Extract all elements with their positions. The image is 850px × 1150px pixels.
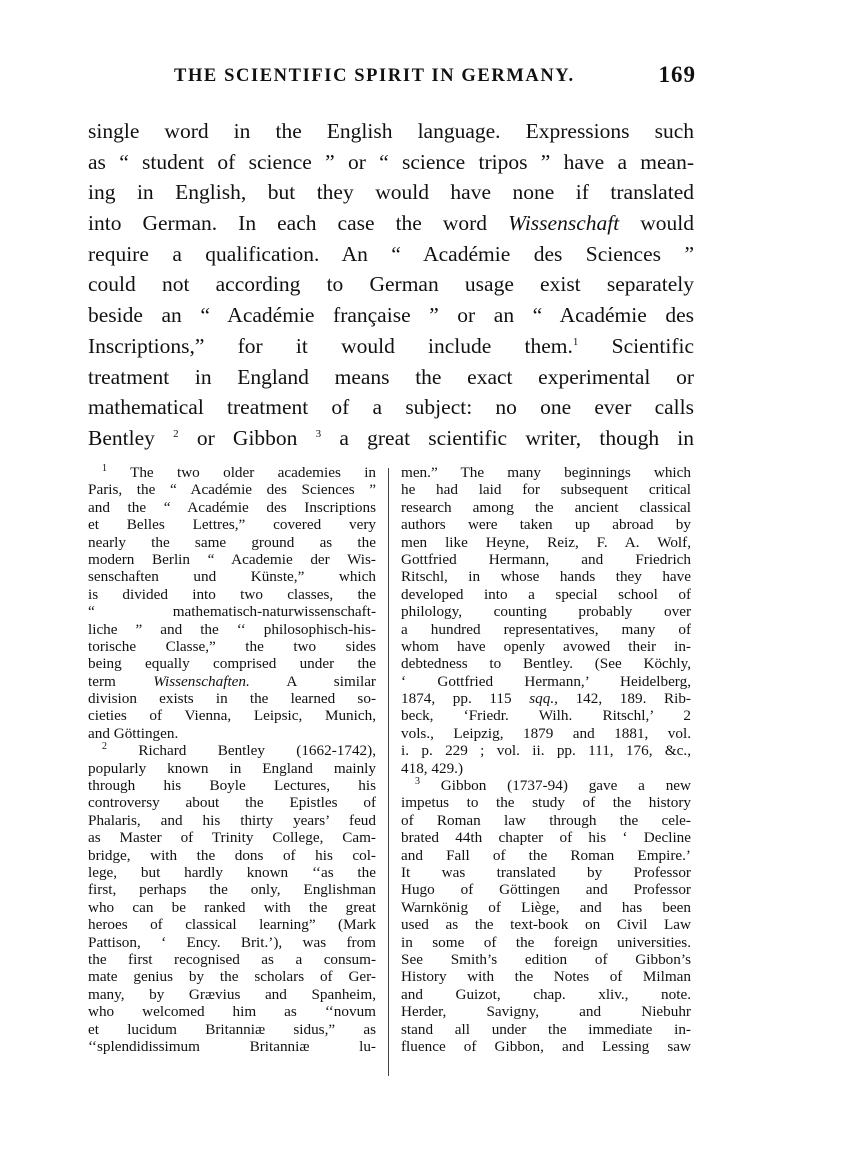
running-title: THE SCIENTIFIC SPIRIT IN GERMANY.	[174, 66, 575, 86]
footnote-line: division exists in the learned so-	[88, 690, 376, 708]
footnote-line: torische Classe,” the two sides	[88, 637, 376, 655]
body-line	[88, 331, 694, 362]
footnote-line: History with the Notes of Milman	[401, 968, 691, 986]
body-line-text: or Gibbon	[196, 425, 298, 450]
footnote-line	[88, 742, 376, 759]
footnote-line: being equally comprised under the	[88, 655, 376, 673]
footnote-line: a hundred representatives, many of	[401, 620, 691, 638]
page-number: 169	[658, 62, 696, 87]
footnote-line: is divided into two classes, the	[88, 585, 376, 603]
footnote-line: mate genius by the scholars of Ger-	[88, 968, 376, 986]
footnote-line: ‘ Gottfried Hermann,’ Heidelberg,	[401, 672, 691, 690]
body-line-text: Inscriptions,” for it would include them.	[88, 333, 573, 358]
footnote-line: bridge, with the dons of his col-	[88, 846, 376, 864]
footnote-line: through his Boyle Lectures, his	[88, 777, 376, 795]
body-line	[88, 423, 694, 454]
footnote-marker-3: 3	[415, 777, 420, 787]
footnote-line: ‘‘splendidissimum Britanniæ lu-	[88, 1037, 376, 1055]
body-line-text: Bentley	[88, 425, 155, 450]
body-line: could not according to German usage exist separately	[88, 272, 694, 297]
footnote-line: controversy about the Epistles of	[88, 794, 376, 812]
footnote-line: Ritschl, in whose hands they have	[401, 568, 691, 586]
footnote-line: i. p. 229 ; vol. ii. pp. 111, 176, &c.,	[401, 742, 691, 760]
footnote-line: and Göttingen.	[88, 724, 179, 742]
footnote-line: fluence of Gibbon, and Lessing saw	[401, 1037, 691, 1055]
footnote-line: Gottfried Hermann, and Friedrich	[401, 550, 691, 568]
body-text	[88, 116, 694, 454]
footnote-text: Richard Bentley (1662-1742),	[138, 742, 376, 760]
italic-term: Wissenschaft	[508, 211, 620, 236]
body-line: as “ student of science ” or “ science tripos ” have a mean-	[88, 149, 694, 174]
footnote-line: debtedness to Bentley. (See Köchly,	[401, 655, 691, 673]
footnote-marker-2: 2	[102, 742, 107, 753]
footnote-line: Warnkönig of Liège, and has been	[401, 898, 691, 916]
footnote-line: popularly known in England mainly	[88, 759, 376, 777]
footnote-text: 1874, pp. 115	[401, 690, 512, 708]
footnote-line	[88, 673, 376, 690]
footnote-line: liche ” and the ‘‘ philosophisch-his-	[88, 620, 376, 638]
footnote-line: first, perhaps the only, Englishman	[88, 881, 376, 899]
footnote-line: et lucidum Britanniæ sidus,” as	[88, 1020, 376, 1038]
footnote-line: used as the text-book on Civil Law	[401, 916, 691, 934]
footnote-line: developed into a special school of	[401, 585, 691, 603]
footnote-line: impetus to the study of the history	[401, 794, 691, 812]
footnote-line: et Belles Lettres,” covered very	[88, 516, 376, 534]
footnote-line: modern Berlin “ Academie der Wis-	[88, 550, 376, 568]
footnote-marker-1: 1	[102, 464, 107, 474]
footnote-line: authors were taken up abroad by	[401, 516, 691, 534]
footnote-line: who can be ranked with the great	[88, 898, 376, 916]
footnote-line: he had laid for subsequent critical	[401, 481, 691, 499]
footnote-line: Paris, the “ Académie des Sciences ”	[88, 481, 376, 499]
body-line: ing in English, but they would have none if translated	[88, 180, 694, 205]
body-line: single word in the English language. Expressions such	[88, 119, 694, 143]
footnote-line: who welcomed him as ‘‘novum	[88, 1003, 376, 1021]
body-line-text: Scientific	[611, 333, 694, 358]
body-line: mathematical treatment of a subject: no one ever calls	[88, 395, 694, 420]
running-head	[88, 62, 698, 94]
footnote-line	[401, 777, 691, 794]
footnote-line: and Guizot, chap. xliv., note.	[401, 985, 691, 1003]
footnote-line: Herder, Savigny, and Niebuhr	[401, 1003, 691, 1021]
footnote-line	[88, 464, 376, 481]
footnote-line: beck, ‘Friedr. Wilh. Ritschl,’ 2	[401, 707, 691, 725]
body-line	[88, 208, 694, 239]
footnotes-left-column	[88, 464, 376, 1055]
footnote-line: Hugo of Göttingen and Professor	[401, 881, 691, 899]
footnote-line: whom have openly avowed their in-	[401, 637, 691, 655]
footnote-line: lege, but hardly known ‘‘as the	[88, 863, 376, 881]
footnote-line: It was translated by Professor	[401, 863, 691, 881]
body-line: beside an “ Académie française ” or an “ Académie des	[88, 303, 694, 328]
footnote-text: 142, 189. Rib-	[575, 690, 691, 708]
footnote-line: brated 44th chapter of his ‘ Decline	[401, 829, 691, 847]
body-line-text: would	[640, 211, 694, 236]
footnotes	[88, 464, 694, 1084]
footnote-line: and the “ Académie des Inscriptions	[88, 498, 376, 516]
footnote-line: in some of the foreign universities.	[401, 933, 691, 951]
footnote-line: many, by Grævius and Spanheim,	[88, 985, 376, 1003]
footnote-line: See Smith’s edition of Gibbon’s	[401, 950, 691, 968]
footnote-line: Phalaris, and his thirty years’ feud	[88, 811, 376, 829]
footnote-line	[401, 690, 691, 707]
footnote-line: the first recognised as a consum-	[88, 950, 376, 968]
footnote-line: as Master of Trinity College, Cam-	[88, 829, 376, 847]
body-line-text: a great scientific writer, though in	[339, 425, 694, 450]
footnote-line: research among the ancient classical	[401, 498, 691, 516]
footnote-line: philology, counting probably over	[401, 603, 691, 621]
footnote-line: “ mathematisch-naturwissenschaft-	[88, 603, 376, 621]
footnote-line: nearly the same ground as the	[88, 533, 376, 551]
footnote-ref-2: 2	[173, 427, 179, 440]
footnote-line: men like Heyne, Reiz, F. A. Wolf,	[401, 533, 691, 551]
body-line: require a qualification. An “ Académie des Sciences ”	[88, 241, 694, 266]
footnote-line: and Fall of the Roman Empire.’	[401, 846, 691, 864]
footnote-text: term	[88, 672, 116, 690]
footnote-line: stand all under the immediate in-	[401, 1020, 691, 1038]
footnote-text: A similar	[286, 672, 376, 690]
footnote-text: The two older academies in	[130, 464, 376, 481]
footnote-line: 418, 429.)	[401, 759, 464, 777]
body-line: treatment in England means the exact experimental or	[88, 364, 694, 389]
footnote-line: Pattison, ‘ Ency. Brit.’), was from	[88, 933, 376, 951]
footnote-ref-1: 1	[572, 335, 579, 348]
footnote-line: senschaften und Künste,” which	[88, 568, 376, 586]
body-line-text: into German. In each case the word	[88, 211, 488, 236]
footnote-line: heroes of classical learning” (Mark	[88, 916, 376, 934]
footnote-line: cieties of Vienna, Leipsic, Munich,	[88, 707, 376, 725]
column-divider	[388, 468, 389, 1076]
footnotes-right-column	[401, 464, 691, 1055]
footnote-line: of Roman law through the cele-	[401, 811, 691, 829]
footnote-text: Gibbon (1737-94) gave a new	[440, 777, 691, 795]
footnote-line: vols., Leipzig, 1879 and 1881, vol.	[401, 724, 691, 742]
italic-term: sqq.,	[529, 690, 558, 708]
italic-term: Wissenschaften.	[153, 672, 250, 690]
footnote-line: men.” The many beginnings which	[401, 464, 691, 481]
footnote-ref-3: 3	[315, 427, 322, 440]
